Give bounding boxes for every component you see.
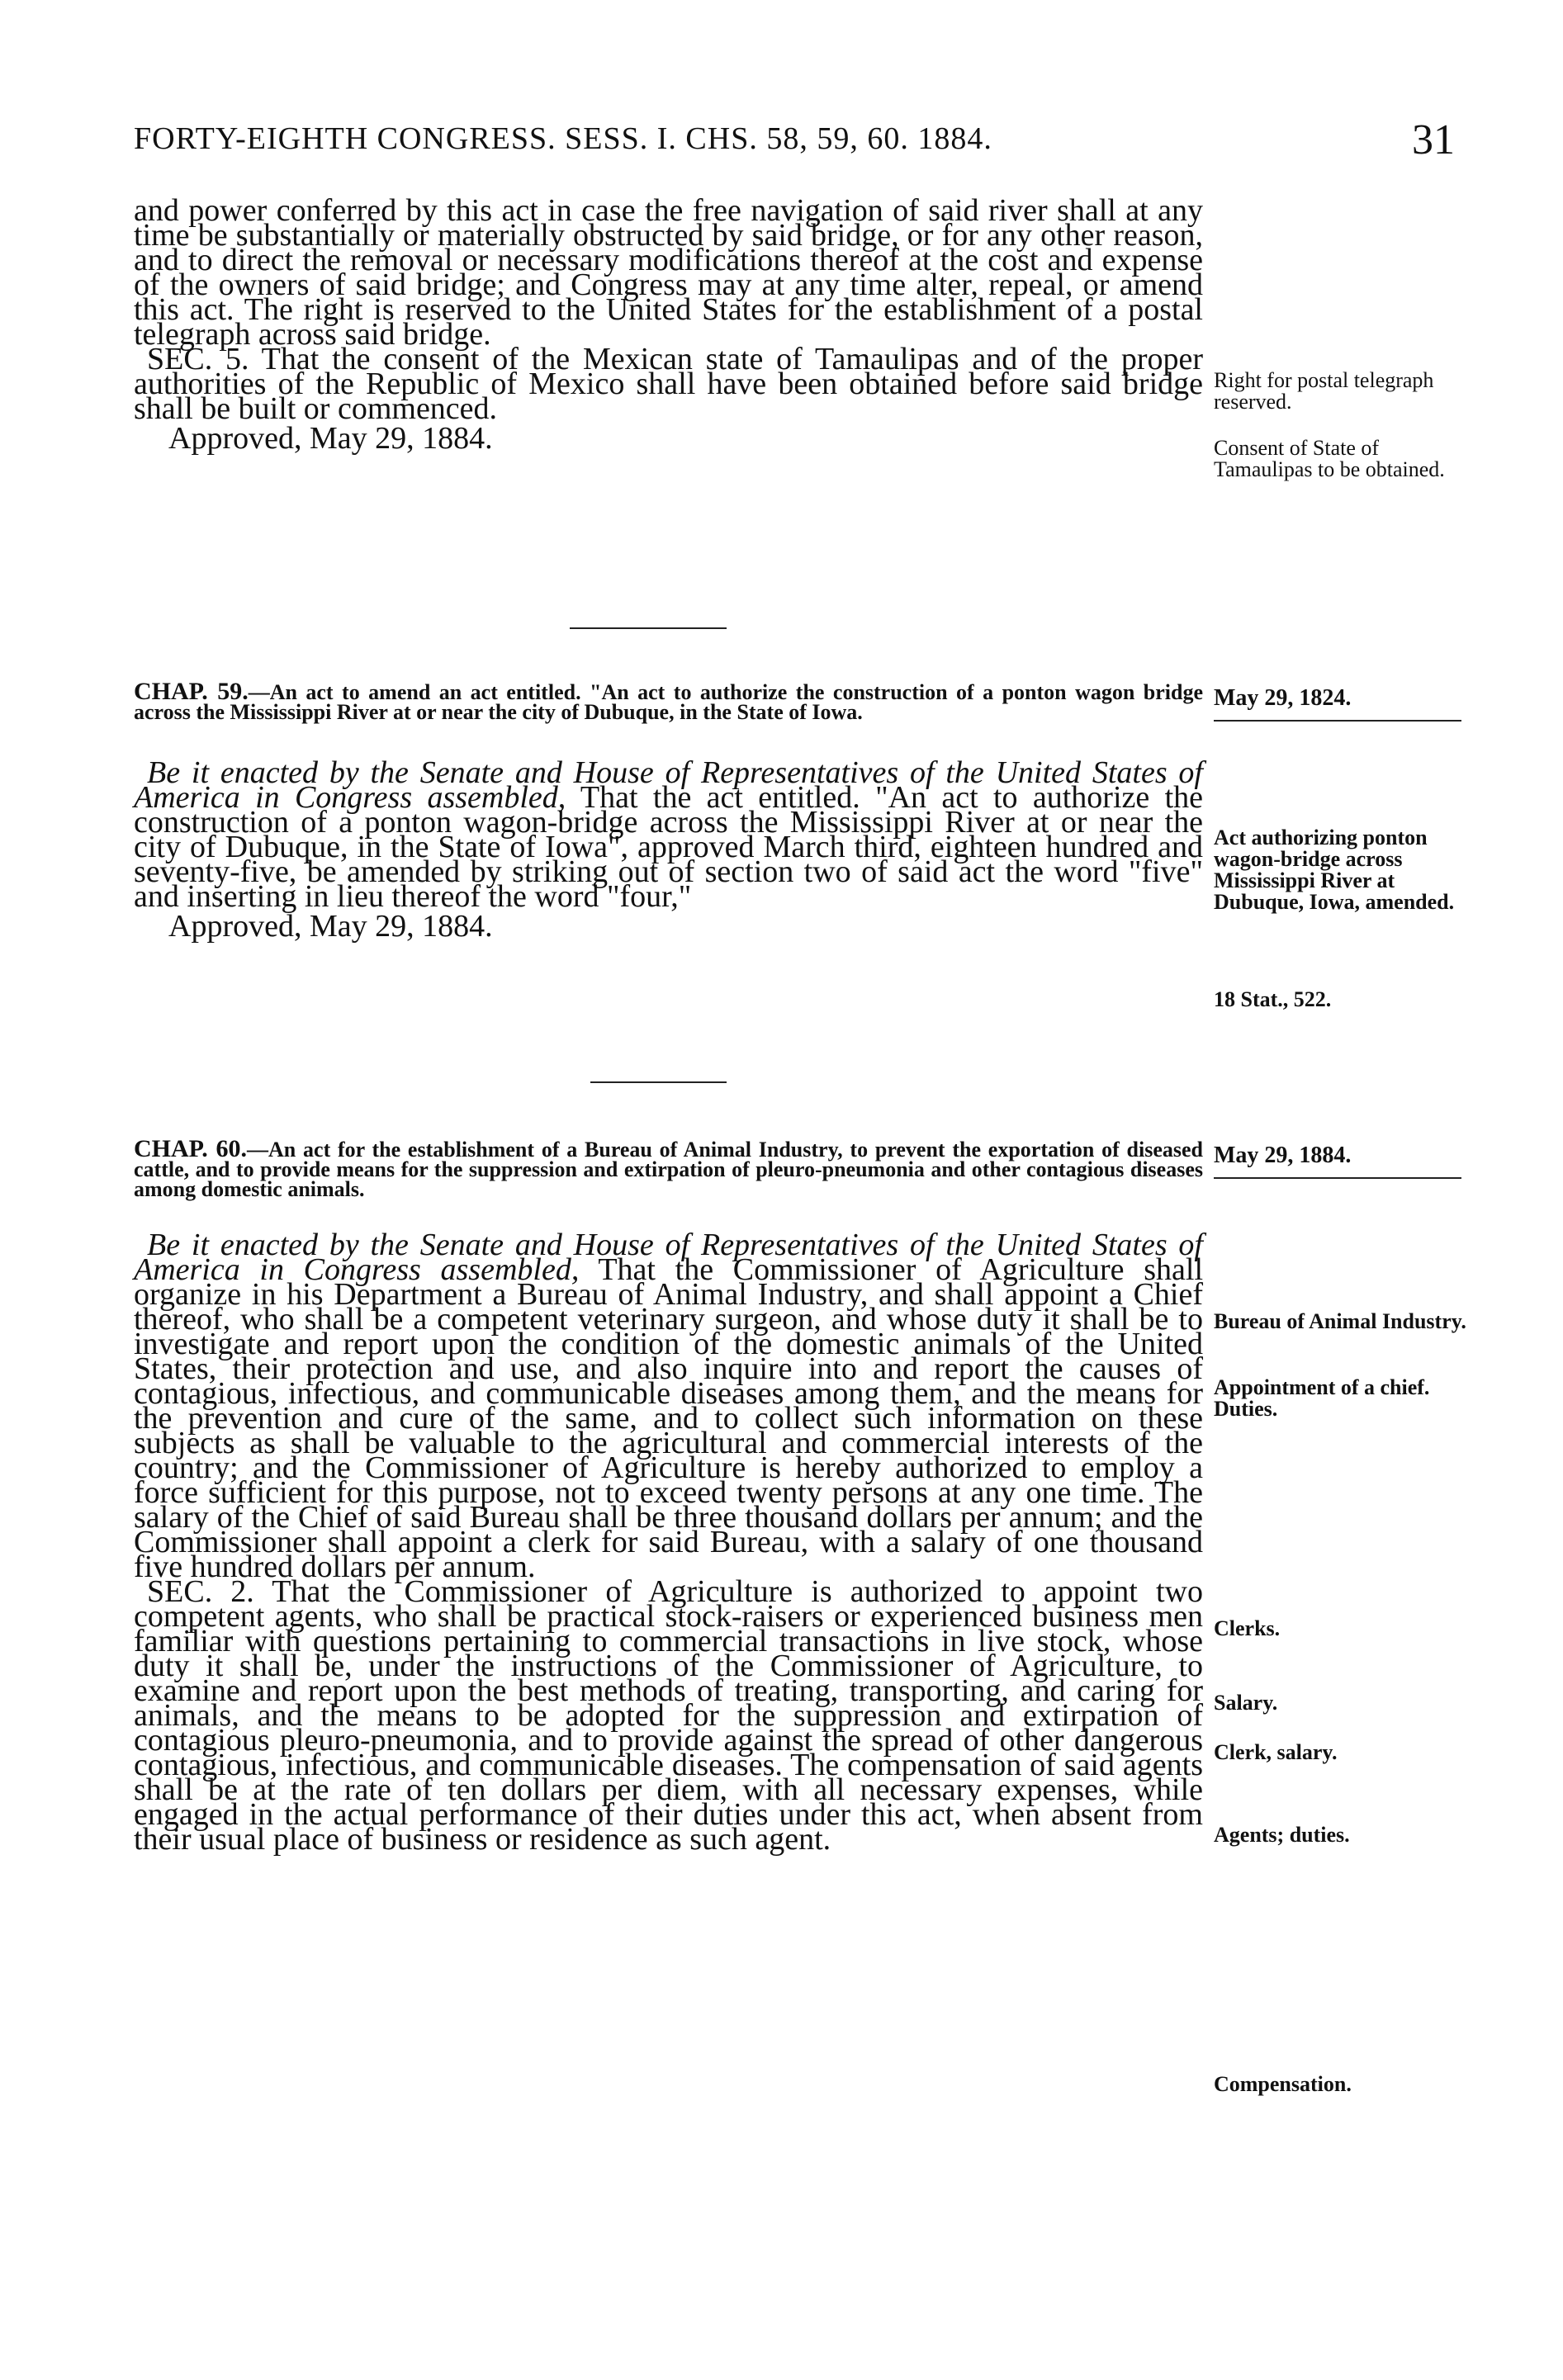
ch59-date-block xyxy=(1214,687,1470,722)
ch60-margin-clerk-salary xyxy=(1214,1742,1470,1763)
ch60-date-rule xyxy=(1214,1177,1461,1179)
page-number: 31 xyxy=(1412,116,1455,163)
ch58-continuation: and power conferred by this act in case the free navigation of said river shall at any time be substantially or materially obstructed by said bridge, or for any other reason, and to direct the removal or necessary modifications thereof at the cost and expense of the owners of said bridge; and Congress may at any time alter, repeal, or amend this act. The right is reserved to the United States for the establishment of a postal telegraph across said bridge. xyxy=(134,193,1203,352)
margin-note-statute: 18 Stat., 522. xyxy=(1214,987,1332,1011)
ch59-section xyxy=(134,678,1203,944)
ch59-margin-stat xyxy=(1214,989,1470,1010)
ch59-enacting-clause: Be it enacted by the Senate and House of Representatives of the United States of America in Congress assembled, xyxy=(134,755,1203,815)
ch60-margin-bureau xyxy=(1214,1311,1470,1332)
margin-note-duties: Duties. xyxy=(1214,1397,1278,1421)
ch59-approved: Approved, May 29, 1884. xyxy=(168,909,493,944)
ch60-enacting-clause: Be it enacted by the Senate and House of Representatives of the United States of America in Congress assembled, xyxy=(134,1228,1203,1287)
margin-note-clerks: Clerks. xyxy=(1214,1616,1281,1640)
margin-note-consent: Consent of State of Tamaulipas to be obtained. xyxy=(1214,436,1445,481)
margin-note-act-amended: Act authorizing ponton wagon-bridge across Mississippi River at Dubuque, Iowa, amended. xyxy=(1214,826,1455,914)
margin-note-clerk-salary: Clerk, salary. xyxy=(1214,1740,1338,1764)
ch58-approved: Approved, May 29, 1884. xyxy=(168,421,493,456)
running-head: FORTY-EIGHTH CONGRESS. SESS. I. CHS. 58, 59, 60. 1884. xyxy=(134,121,992,156)
ch58-sec5: SEC. 5. That the consent of the Mexican state of Tamaulipas and of the proper authorities of the Republic of Mexico shall have been obtained before said bridge shall be built or commenced. xyxy=(134,342,1203,426)
ch58-section xyxy=(134,193,1203,456)
ch59-text: That the act entitled. "An act to authorize the construction of a ponton wagon-bridge across the Mississippi River at or near the city of Dubuque, in the State of Iowa", approved March third, eighteen hundred and seventy-five, be amended by striking out of section two of said act the word "five" and inserting in lieu thereof the word "four," xyxy=(134,780,1203,914)
ch60-sec2: SEC. 2. That the Commissioner of Agriculture is authorized to appoint two competent agents, who shall be practical stock-raisers or experienced business men familiar with questions pertaining to commercial transactions in live stock, whose duty it shall be, under the instructions of the Commissioner of Agriculture, to examine and report upon the best methods of treating, transporting, and caring for animals, and the means to be adopted for the suppression and extirpation of contagious pleuro-pneumonia, and to provide against the spread of other dangerous contagious, infectious, and communicable diseases. The compensation of said agents shall be at the rate of ten dollars per diem, with all necessary expenses, while engaged in the actual performance of their duties under this act, when absent from their usual place of business or residence as such agent. xyxy=(134,1574,1203,1857)
margin-note-agents: Agents; duties. xyxy=(1214,1823,1350,1847)
margin-consent xyxy=(1214,438,1470,480)
ch60-chapter-number: CHAP. 60. xyxy=(134,1135,248,1162)
ch60-margin-salary xyxy=(1214,1692,1470,1714)
margin-note-salary: Salary. xyxy=(1214,1691,1278,1715)
ch59-date: May 29, 1824. xyxy=(1214,685,1352,711)
ch60-date-block xyxy=(1214,1144,1470,1179)
ch60-section xyxy=(134,1135,1203,1857)
margin-note-compensation: Compensation. xyxy=(1214,2072,1352,2096)
ch59-title: —An act to amend an act entitled. "An act to authorize the construction of a ponton wagon bridge across the Mississippi River at or near the city of Dubuque, in the State of Iowa. xyxy=(134,680,1203,724)
section-divider xyxy=(570,627,727,629)
ch59-heading xyxy=(134,678,1203,724)
ch60-date: May 29, 1884. xyxy=(1214,1143,1352,1168)
running-header xyxy=(134,116,1455,165)
ch59-margin-act xyxy=(1214,827,1470,913)
ch60-margin-chief xyxy=(1214,1377,1470,1420)
ch60-heading xyxy=(134,1135,1203,1201)
ch59-date-rule xyxy=(1214,720,1461,722)
margin-postal xyxy=(1214,370,1470,413)
margin-note-bureau: Bureau of Animal Industry. xyxy=(1214,1309,1466,1333)
ch59-body xyxy=(134,755,1203,914)
ch60-title: —An act for the establishment of a Bureau of Animal Industry, to prevent the exportation of diseased cattle, and to provide means for the suppression and extirpation of pleuro-pneumonia and other contagious diseases among domestic animals. xyxy=(134,1138,1203,1201)
margin-note-chief: Appointment of a chief. xyxy=(1214,1375,1430,1399)
ch60-margin-clerks xyxy=(1214,1618,1470,1640)
ch60-sec1-text: That the Commissioner of Agriculture shall organize in his Department a Bureau of Animal Industry, and shall appoint a Chief thereof, who shall be a competent veterinary surgeon, and whose duty it shall be to investigate and report upon the condition of the domestic animals of the United States, their protection and use, and also inquire into and report the causes of contagious, infectious, and communicable diseases among them, and the means for the prevention and cure of the same, and to collect such information on these subjects as shall be valuable to the agricultural and commercial interests of the country; and the Commissioner of Agriculture is hereby authorized to employ a force sufficient for this purpose, not to exceed twenty persons at any one time. The salary of the Chief of said Bureau shall be three thousand dollars per annum; and the Commissioner shall appoint a clerk for said Bureau, with a salary of one thousand five hundred dollars per annum. xyxy=(134,1252,1203,1584)
ch60-margin-agents xyxy=(1214,1824,1470,1846)
section-divider-2 xyxy=(590,1081,727,1083)
ch60-margin-compensation xyxy=(1214,2074,1470,2095)
ch60-sec1 xyxy=(134,1228,1203,1584)
margin-note-postal: Right for postal telegraph reserved. xyxy=(1214,368,1434,414)
ch59-chapter-number: CHAP. 59. xyxy=(134,678,249,705)
